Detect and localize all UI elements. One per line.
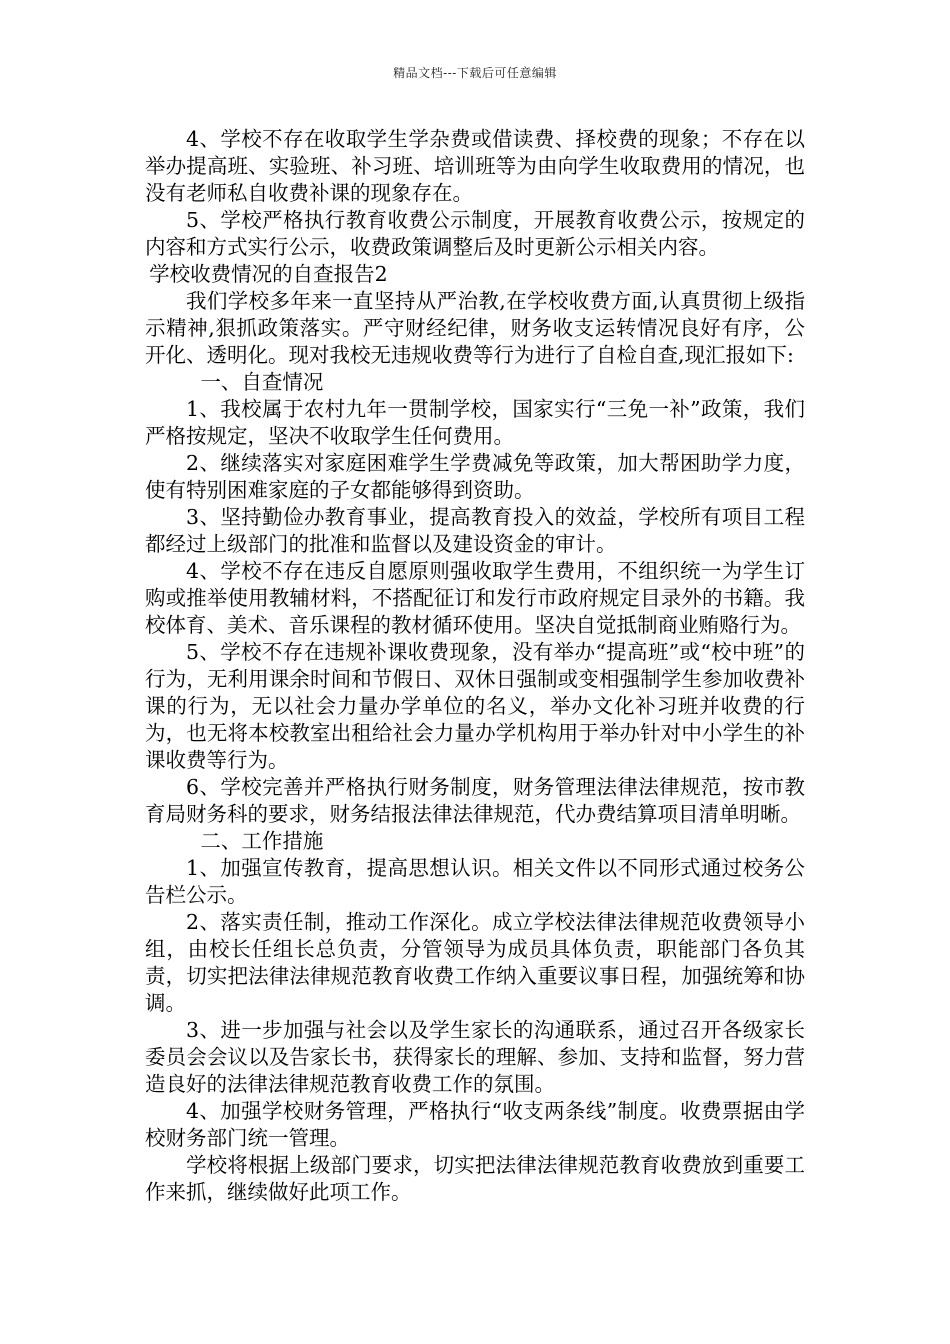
section-heading-self-check: 一、自查情况 [200, 370, 324, 394]
paragraph-check-1: 1、我校属于农村九年一贯制学校，国家实行“三免一补”政策，我们严格按规定，坚决不收取学生任何费用。 [145, 397, 805, 448]
document-body [145, 126, 805, 1206]
paragraph-measure-4: 4、加强学校财务管理，严格执行“收支两条线”制度。收费票据由学校财务部门统一管理。 [145, 1099, 805, 1150]
paragraph-measure-1: 1、加强宣传教育，提高思想认识。相关文件以不同形式通过校务公告栏公示。 [145, 856, 805, 907]
paragraph-intro: 我们学校多年来一直坚持从严治教,在学校收费方面,认真贯彻上级指示精神,狠抓政策落实。严守财经纪律，财务收支运转情况良好有序，公开化、透明化。现对我校无违规收费等行为进行了自检自查,现汇报如下: [145, 289, 805, 367]
paragraph-measure-2: 2、落实责任制，推动工作深化。成立学校法律法律规范收费领导小组，由校长任组长总负责，分管领导为成员具体负责，职能部门各负其责，切实把法律法律规范教育收费工作纳入重要议事日程，加强统筹和协调。 [145, 910, 805, 1015]
paragraph-conclusion: 学校将根据上级部门要求，切实把法律法律规范教育收费放到重要工作来抓，继续做好此项工作。 [145, 1153, 805, 1204]
paragraph-item-5: 5、学校严格执行教育收费公示制度，开展教育收费公示，按规定的内容和方式实行公示，收费政策调整后及时更新公示相关内容。 [145, 208, 805, 259]
paragraph-check-3: 3、坚持勤俭办教育事业，提高教育投入的效益，学校所有项目工程都经过上级部门的批准和监督以及建设资金的审计。 [145, 505, 805, 556]
paragraph-check-4: 4、学校不存在违反自愿原则强收取学生费用，不组织统一为学生订购或推举使用教辅材料，不搭配征订和发行市政府规定目录外的书籍。我校体育、美术、音乐课程的教材循环使用。坚决自觉抵制商业贿赂行为。 [145, 559, 805, 637]
paragraph-measure-3: 3、进一步加强与社会以及学生家长的沟通联系，通过召开各级家长委员会会议以及告家长书，获得家长的理解、参加、支持和监督，努力营造良好的法律法律规范教育收费工作的氛围。 [145, 1018, 805, 1096]
paragraph-check-5: 5、学校不存在违规补课收费现象，没有举办“提高班”或“校中班”的行为，无利用课余时间和节假日、双休日强制或变相强制学生参加收费补课的行为，无以社会力量办学单位的名义，举办文化补习班并收费的行为，也无将本校教室出租给社会力量办学机构用于举办针对中小学生的补课收费等行为。 [145, 640, 805, 772]
paragraph-check-2: 2、继续落实对家庭困难学生学费减免等政策，加大帮困助学力度，使有特别困难家庭的子女都能够得到资助。 [145, 451, 805, 502]
section-heading-measures: 二、工作措施 [200, 829, 324, 853]
paragraph-item-4: 4、学校不存在收取学生学杂费或借读费、择校费的现象；不存在以举办提高班、实验班、补习班、培训班等为由向学生收取费用的情况，也没有老师私自收费补课的现象存在。 [145, 127, 805, 205]
page-header: 精品文档---下载后可任意编辑 [393, 66, 557, 80]
report-title: 学校收费情况的自查报告2 [149, 262, 388, 286]
paragraph-check-6: 6、学校完善并严格执行财务制度，财务管理法律法律规范，按市教育局财务科的要求，财务结报法律法律规范，代办费结算项目清单明晰。 [145, 775, 805, 826]
